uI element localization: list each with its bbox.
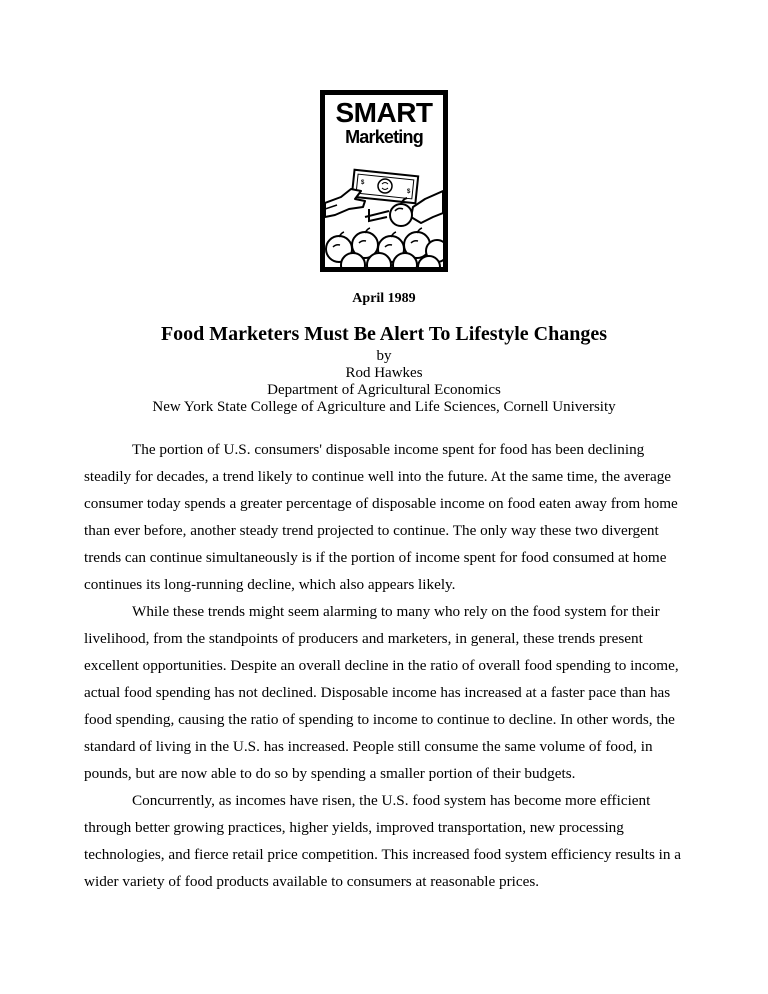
paragraph: The portion of U.S. consumers' disposable income spent for food has been declining steadily for decades, a trend likely to continue well into the future. At the same time, the average consumer today spends a greater percentage of disposable income on food eaten away from home than ever before, another steady trend projected to continue. The only way these two divergent trends can continue simultaneously is if the portion of income spent for food consumed at home continues its long-running decline, which also appears likely. — [84, 441, 678, 593]
paragraph: While these trends might seem alarming to many who rely on the food system for their livelihood, from the standpoints of producers and marketers, in general, these trends present excellent opportunities. Despite an overall decline in the ratio of overall food spending to income, actual food spending has not declined. Disposable income has increased at a faster pace than has food spending, causing the ratio of spending to income to continue to decline. In other words, the standard of living in the U.S. has increased. People still consume the same volume of food, in pounds, but are now able to do so by spending a smaller portion of their budgets. — [84, 603, 679, 782]
smart-marketing-logo — [320, 90, 448, 272]
article-title: Food Marketers Must Be Alert To Lifestyle Changes — [160, 323, 608, 345]
dollar-bill-icon — [352, 170, 418, 204]
article-body — [84, 436, 684, 895]
logo-illustration-icon — [325, 151, 443, 267]
byline-by: by — [376, 348, 392, 364]
apples-row-icon — [326, 232, 443, 267]
left-hand-icon — [325, 189, 365, 217]
logo-frame — [325, 95, 443, 267]
author-name: Rod Hawkes — [345, 365, 423, 381]
paragraph: Concurrently, as incomes have risen, the U.S. food system has become more efficient through better growing practices, higher yields, improved transportation, new processing technologies, and fierce retail price competition. This increased food system efficiency results in a wider variety of food products available to consumers at reasonable prices. — [84, 792, 682, 890]
logo-word-smart: SMART — [335, 97, 433, 128]
author-institution: New York State College of Agriculture and Life Sciences, Cornell University — [152, 399, 616, 415]
author-department: Department of Agricultural Economics — [267, 382, 501, 398]
svg-text:$: $ — [361, 180, 365, 186]
svg-text:$: $ — [407, 189, 411, 195]
logo-word-marketing: Marketing — [345, 127, 423, 147]
byline — [0, 348, 768, 416]
issue-date: April 1989 — [352, 291, 416, 306]
